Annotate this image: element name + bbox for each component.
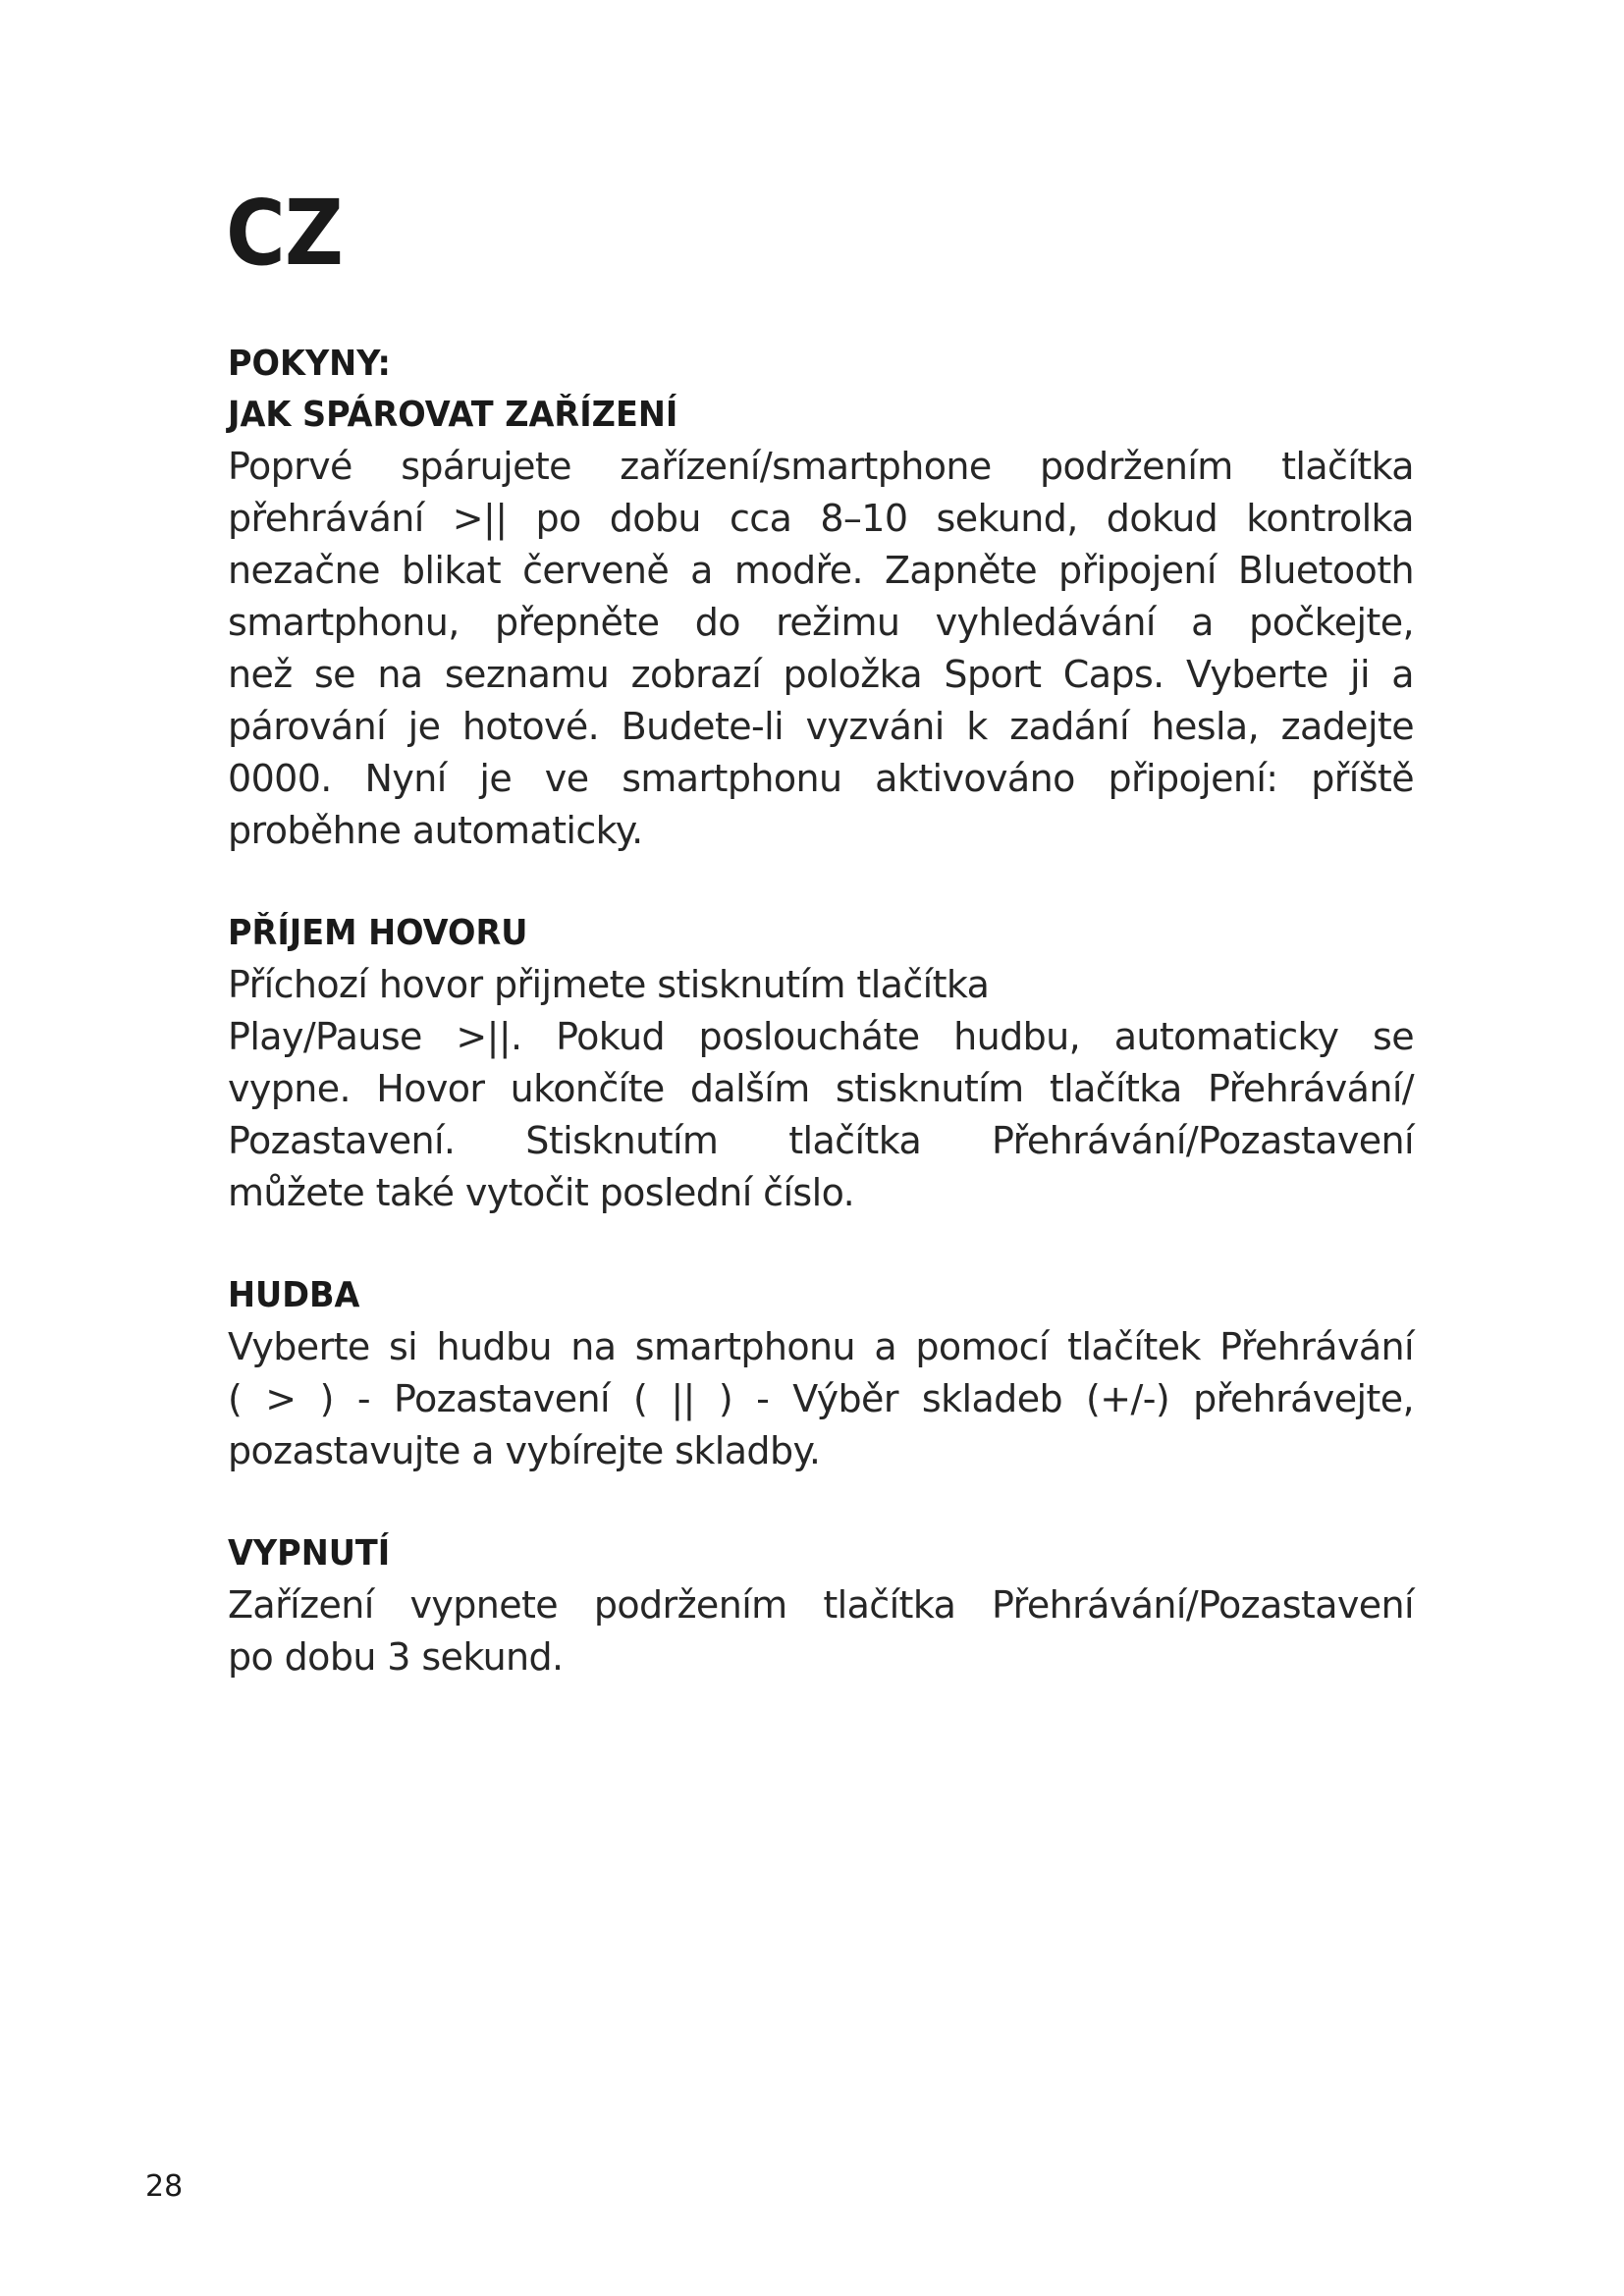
paragraph-line: Vyberte si hudbu na smartphonu a pomocí tlačítek Přehrávání — [228, 1325, 1414, 1368]
section-heading: POKYNY: — [228, 344, 391, 384]
paragraph-line: Zařízení vypnete podržením tlačítka Přehrávání/Pozastavení — [228, 1583, 1414, 1627]
section-paragraph — [228, 1321, 1414, 1477]
paragraph-line: Příchozí hovor přijmete stisknutím tlačítka — [228, 963, 990, 1006]
section-pairing — [228, 339, 1414, 857]
section-call — [228, 908, 1414, 1219]
section-heading: HUDBA — [228, 1275, 360, 1315]
paragraph-line: proběhne automaticky. — [228, 809, 643, 852]
paragraph-line: párování je hotové. Budete-li vyzváni k zadání hesla, zadejte — [228, 705, 1414, 748]
language-code: CZ — [226, 181, 344, 286]
paragraph-line: Play/Pause >||. Pokud posloucháte hudbu, automaticky se — [228, 1015, 1414, 1058]
paragraph-line: vypne. Hovor ukončíte dalším stisknutím tlačítka Přehrávání/ — [228, 1067, 1414, 1110]
paragraph-line: než se na seznamu zobrazí položka Sport Caps. Vyberte ji a — [228, 653, 1414, 696]
paragraph-line: smartphonu, přepněte do režimu vyhledávání a počkejte, — [228, 601, 1414, 644]
page-number: 28 — [145, 2169, 184, 2204]
paragraph-line: můžete také vytočit poslední číslo. — [228, 1171, 855, 1214]
section-power-off — [228, 1528, 1414, 1683]
paragraph-line: po dobu 3 sekund. — [228, 1635, 564, 1679]
section-paragraph — [228, 441, 1414, 857]
section-music — [228, 1270, 1414, 1477]
paragraph-line: 0000. Nyní je ve smartphonu aktivováno připojení: příště — [228, 757, 1414, 800]
section-heading: JAK SPÁROVAT ZAŘÍZENÍ — [228, 395, 678, 435]
paragraph-line: ( > ) - Pozastavení ( || ) - Výběr skladeb (+/-) přehrávejte, — [228, 1377, 1414, 1420]
section-paragraph — [228, 1579, 1414, 1683]
section-heading: VYPNUTÍ — [228, 1533, 391, 1574]
paragraph-line: Poprvé spárujete zařízení/smartphone podržením tlačítka — [228, 445, 1414, 488]
section-heading: PŘÍJEM HOVORU — [228, 913, 528, 953]
paragraph-line: Pozastavení. Stisknutím tlačítka Přehrávání/Pozastavení — [228, 1119, 1414, 1162]
paragraph-line: přehrávání >|| po dobu cca 8–10 sekund, dokud kontrolka — [228, 497, 1414, 540]
paragraph-line: pozastavujte a vybírejte skladby. — [228, 1429, 821, 1472]
instructions-content — [228, 339, 1414, 1735]
section-paragraph — [228, 959, 1414, 1219]
paragraph-line: nezačne blikat červeně a modře. Zapněte připojení Bluetooth — [228, 549, 1414, 592]
